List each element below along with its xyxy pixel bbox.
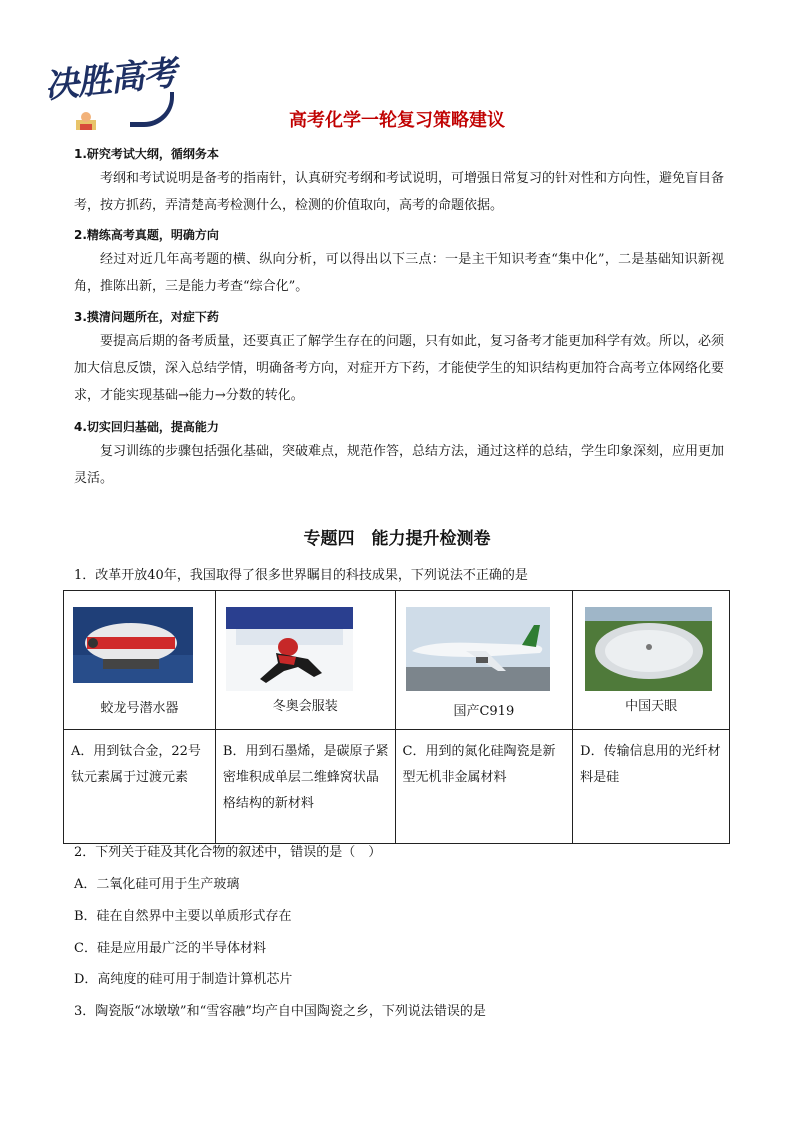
caption-submersible: 蛟龙号潜水器	[100, 701, 179, 716]
logo-text: 决胜高考	[42, 53, 179, 107]
section-title: 专题四 能力提升检测卷	[303, 529, 491, 549]
section-heading-4: 4.切实回归基础，提高能力	[74, 420, 219, 434]
submersible-image	[73, 607, 193, 683]
section-body-1: 考纲和考试说明是备考的指南针，认真研究考纲和考试说明，可增强日常复习的针对性和方向性，避免盲目备考，按方抓药，弄清楚高考检测什么，检测的价值取向，高考的命题依据。	[74, 171, 725, 213]
question-1-option-c: C．用到的氮化硅陶瓷是新型无机非金属材料	[395, 730, 573, 844]
question-1-option-a: A．用到钛合金，22号钛元素属于过渡元素	[64, 730, 216, 844]
question-2-option-c: C．硅是应用最广泛的半导体材料	[74, 941, 266, 956]
image-cell-c919	[395, 591, 573, 730]
document-title: 高考化学一轮复习策略建议	[289, 110, 505, 131]
question-2-stem: 2．下列关于硅及其化合物的叙述中，错误的是（ ）	[74, 845, 382, 860]
image-cell-fast-telescope	[573, 591, 730, 730]
skater-image	[226, 607, 353, 691]
question-1-option-d: D．传输信息用的光纤材料是硅	[573, 730, 730, 844]
question-3-stem: 3．陶瓷版“冰墩墩”和“雪容融”均产自中国陶瓷之乡，下列说法错误的是	[74, 1004, 486, 1019]
question-2-option-a: A．二氧化硅可用于生产玻璃	[74, 877, 240, 892]
caption-olympic-suit: 冬奥会服装	[272, 699, 338, 714]
section-body-4: 复习训练的步骤包括强化基础，突破难点，规范作答，总结方法，通过这样的总结，学生印象深刻，应用更加灵活。	[74, 444, 725, 486]
section-body-2: 经过对近几年高考题的横、纵向分析，可以得出以下三点：一是主干知识考查“集中化”，二是基础知识新视角，推陈出新，三是能力考查“综合化”。	[74, 252, 724, 294]
section-heading-1: 1.研究考试大纲，循纲务本	[74, 147, 219, 161]
caption-c919: 国产C919	[453, 704, 515, 719]
section-body-3: 要提高后期的备考质量，还要真正了解学生存在的问题，只有如此，复习备考才能更加科学有效。所以，必须加大信息反馈，深入总结学情，明确备考方向，对症开方下药，才能使学生的知识结构更加符合高考立体网络化要求，才能实现基础→能力→分数的转化。	[74, 334, 725, 403]
question-2-option-b: B．硅在自然界中主要以单质形式存在	[74, 909, 292, 924]
telescope-image	[585, 607, 712, 691]
question-1-option-b: B．用到石墨烯，是碳原子紧密堆积成单层二维蜂窝状晶格结构的新材料	[215, 730, 395, 844]
question-2-option-d: D．高纯度的硅可用于制造计算机芯片	[74, 972, 293, 987]
question-1-stem: 1．改革开放40年，我国取得了很多世界瞩目的科技成果，下列说法不正确的是	[74, 568, 528, 583]
section-heading-3: 3.摸清问题所在，对症下药	[74, 310, 219, 324]
question-1-table	[63, 590, 730, 844]
section-heading-2: 2.精练高考真题，明确方向	[74, 228, 219, 242]
image-cell-submersible	[64, 591, 216, 730]
airplane-image	[406, 607, 550, 691]
image-cell-olympic-suit	[215, 591, 395, 730]
caption-fast-telescope: 中国天眼	[625, 699, 678, 714]
